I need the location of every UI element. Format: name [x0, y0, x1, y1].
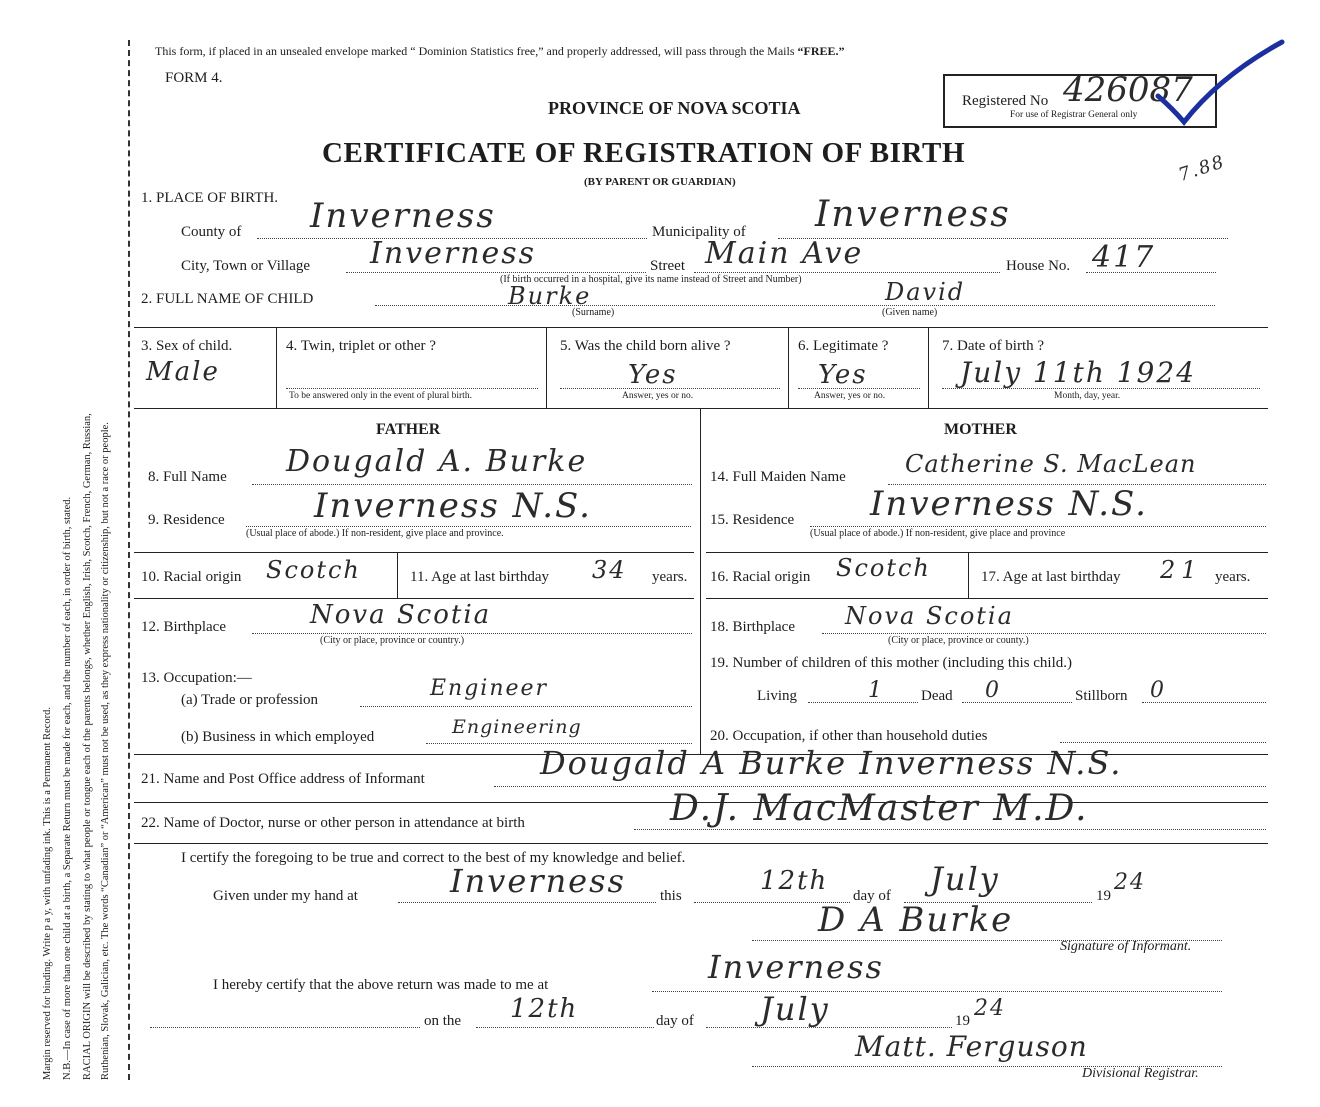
this-label: this — [660, 888, 682, 904]
on-the-label: on the — [424, 1013, 462, 1029]
registered-number: 426087 — [1063, 70, 1193, 110]
date-line — [942, 388, 1260, 389]
dead-line — [962, 702, 1072, 703]
father-birthplace-label: 12. Birthplace — [141, 619, 226, 635]
father-trade-line — [360, 706, 692, 707]
father-heading: FATHER — [376, 421, 441, 438]
sex-value: Male — [146, 357, 220, 387]
city-value: Inverness — [370, 236, 537, 271]
county-value: Inverness — [310, 196, 496, 236]
twin-label: 4. Twin, triplet or other ? — [286, 338, 436, 354]
doctor-value: D.J. MacMaster M.D. — [670, 788, 1089, 829]
registrar-day-of-label: day of — [656, 1013, 694, 1029]
row3-top-rule — [134, 327, 1268, 328]
city-label: City, Town or Village — [181, 258, 311, 274]
house-value: 417 — [1092, 240, 1156, 275]
alive-note: Answer, yes or no. — [622, 391, 694, 401]
given-place-line — [398, 902, 656, 903]
mother-occupation-label: 20. Occupation, if other than household duties — [710, 728, 988, 744]
mother-racial-divider — [968, 553, 969, 598]
father-name-label: 8. Full Name — [148, 469, 227, 485]
informant-signature-caption: Signature of Informant. — [1060, 939, 1192, 954]
mother-residence-note: (Usual place of abode.) If non-resident, give place and province — [810, 528, 1066, 539]
child-given-value: David — [885, 278, 966, 306]
informant-value: Dougald A Burke Inverness N.S. — [540, 744, 1123, 782]
form-number: FORM 4. — [165, 70, 223, 86]
father-age-label: 11. Age at last birthday — [410, 569, 549, 585]
date-label: 7. Date of birth ? — [942, 338, 1045, 354]
father-racial-bottom-rule — [134, 598, 694, 599]
doctor-line — [634, 829, 1266, 830]
registrar-month-value: July — [760, 990, 830, 1028]
registrar-day-line — [476, 1027, 654, 1028]
mother-residence-line — [810, 526, 1266, 527]
row3-bottom-rule — [134, 408, 1268, 409]
legit-value: Yes — [818, 360, 868, 390]
father-birthplace-line — [252, 633, 692, 634]
child-name-label: 2. FULL NAME OF CHILD — [141, 291, 314, 307]
living-line — [808, 702, 918, 703]
mother-racial-bottom-rule — [706, 598, 1268, 599]
registered-label: Registered No — [962, 93, 1049, 109]
street-line — [694, 272, 1000, 273]
alive-line — [560, 388, 780, 389]
mother-children-label: 19. Number of children of this mother (including this child.) — [710, 655, 1073, 671]
date-note: Month, day, year. — [1054, 391, 1121, 401]
mother-age-value: 21 — [1160, 556, 1203, 584]
margin-note-multiple-births: N.B.—In case of more than one child at a birth, a Separate Return must be made for each, and the number of each, in order of birth, stated. — [62, 496, 73, 1080]
parents-divider — [700, 409, 701, 754]
child-surname-value: Burke — [508, 282, 592, 310]
alive-value: Yes — [628, 360, 678, 390]
house-label: House No. — [1006, 258, 1071, 274]
city-line — [346, 272, 646, 273]
father-racial-divider — [397, 553, 398, 598]
father-residence-line — [246, 526, 691, 527]
father-name-line — [252, 484, 692, 485]
informant-line — [494, 786, 1266, 787]
father-name-value: Dougald A. Burke — [286, 444, 588, 479]
father-trade-label: (a) Trade or profession — [181, 692, 319, 708]
mother-racial-value: Scotch — [836, 554, 931, 582]
father-racial-top-rule — [134, 552, 694, 553]
mother-heading: MOTHER — [944, 421, 1017, 438]
check-mark-icon — [1150, 38, 1290, 130]
given-day-value: 12th — [760, 866, 829, 896]
mother-residence-value: Inverness N.S. — [870, 484, 1148, 524]
dead-value: 0 — [985, 678, 1001, 703]
given-year-value: 24 — [1114, 870, 1146, 895]
county-label: County of — [181, 224, 242, 240]
certify-statement: I certify the foregoing to be true and correct to the best of my knowledge and belief. — [181, 850, 686, 866]
registrar-year-value: 24 — [974, 996, 1006, 1021]
registrar-signature: Matt. Ferguson — [855, 1030, 1088, 1063]
margin-note-racial-origin: RACIAL ORIGIN will be described by stating to what people or tongue each of the parents belongs, whether English, Irish, Scotch, French, German, Russian, — [82, 413, 93, 1080]
registrar-statement: I hereby certify that the above return was made to me at — [213, 977, 549, 993]
father-business-value: Engineering — [452, 716, 582, 738]
informant-signature: D A Burke — [818, 900, 1014, 940]
binding-fold-line — [128, 40, 130, 1080]
given-caption: (Given name) — [882, 307, 938, 318]
postal-note: This form, if placed in an unsealed envelope marked “ Dominion Statistics free,” and properly addressed, will pass through the Mails “FREE.” — [155, 44, 845, 58]
province-heading: PROVINCE OF NOVA SCOTIA — [548, 98, 801, 118]
mother-residence-label: 15. Residence — [710, 512, 795, 528]
mother-name-value: Catherine S. MacLean — [905, 450, 1197, 478]
registrar-day-value: 12th — [510, 994, 579, 1024]
registrar-place-line — [652, 991, 1222, 992]
mother-birthplace-value: Nova Scotia — [845, 602, 1014, 630]
given-place-value: Inverness — [450, 862, 626, 900]
mother-birthplace-note: (City or place, province or county.) — [888, 635, 1029, 646]
corner-mark: 7.88 — [1175, 151, 1229, 186]
father-racial-label: 10. Racial origin — [141, 569, 242, 585]
stillborn-label: Stillborn — [1075, 688, 1128, 704]
father-birthplace-value: Nova Scotia — [310, 600, 492, 630]
registrar-note: For use of Registrar General only — [1010, 110, 1138, 120]
mother-name-label: 14. Full Maiden Name — [710, 469, 846, 485]
registrar-signature-caption: Divisional Registrar. — [1082, 1066, 1199, 1081]
sex-label: 3. Sex of child. — [141, 338, 233, 354]
father-occupation-label: 13. Occupation:— — [141, 670, 252, 686]
municipality-value: Inverness — [815, 194, 1011, 235]
registrar-blank-line — [150, 1027, 420, 1028]
page-title: CERTIFICATE OF REGISTRATION OF BIRTH — [322, 137, 966, 169]
twin-line — [286, 388, 538, 389]
twin-note: To be answered only in the event of plural birth. — [289, 391, 472, 401]
mother-age-unit: years. — [1215, 569, 1251, 585]
father-residence-note: (Usual place of abode.) If non-resident, give place and province. — [246, 528, 504, 539]
street-value: Main Ave — [705, 236, 864, 271]
mother-birthplace-line — [822, 633, 1266, 634]
given-label: Given under my hand at — [213, 888, 358, 904]
living-value: 1 — [868, 678, 884, 703]
legit-label: 6. Legitimate ? — [798, 338, 889, 354]
given-year-prefix: 19 — [1096, 888, 1111, 904]
given-month-value: July — [930, 860, 1000, 898]
row3-divider-4 — [928, 328, 929, 408]
father-racial-value: Scotch — [266, 556, 361, 584]
mother-birthplace-label: 18. Birthplace — [710, 619, 795, 635]
doctor-label: 22. Name of Doctor, nurse or other person in attendance at birth — [141, 815, 525, 831]
registrar-place-value: Inverness — [708, 948, 884, 986]
mother-racial-top-rule — [706, 552, 1268, 553]
father-birthplace-note: (City or place, province or country.) — [320, 635, 465, 646]
legit-line — [798, 388, 920, 389]
row3-divider-1 — [276, 328, 277, 408]
mother-racial-label: 16. Racial origin — [710, 569, 811, 585]
margin-note-binding: Margin reserved for binding. Write p a y, with unfading ink. This is a Permanent Record. — [42, 706, 53, 1080]
given-day-of-label: day of — [853, 888, 891, 904]
registrar-year-prefix: 19 — [955, 1013, 970, 1029]
father-age-value: 34 — [592, 556, 627, 584]
living-label: Living — [757, 688, 797, 704]
dead-label: Dead — [921, 688, 953, 704]
legit-note: Answer, yes or no. — [814, 391, 886, 401]
hospital-note: (If birth occurred in a hospital, give its name instead of Street and Number) — [500, 274, 802, 285]
municipality-label: Municipality of — [652, 224, 746, 240]
father-trade-value: Engineer — [430, 676, 549, 701]
surname-caption: (Surname) — [572, 307, 615, 318]
informant-label: 21. Name and Post Office address of Informant — [141, 771, 425, 787]
place-of-birth-label: 1. PLACE OF BIRTH. — [141, 190, 279, 206]
mother-occupation-line — [1060, 742, 1266, 743]
father-residence-value: Inverness N.S. — [314, 486, 592, 526]
stillborn-value: 0 — [1150, 678, 1166, 703]
row3-divider-2 — [546, 328, 547, 408]
margin-note-racial-origin-cont: Ruthenian, Slovak, Galician, etc. The words “Canadian” or “American” must not be used, as they express nationality or citizenship, but not a race or people. — [100, 422, 111, 1080]
street-label: Street — [650, 258, 685, 274]
certify-top-rule — [134, 843, 1268, 844]
mother-age-label: 17. Age at last birthday — [981, 569, 1121, 585]
row3-divider-3 — [788, 328, 789, 408]
alive-label: 5. Was the child born alive ? — [560, 338, 731, 354]
father-residence-label: 9. Residence — [148, 512, 225, 528]
father-business-label: (b) Business in which employed — [181, 729, 375, 745]
date-value: July 11th 1924 — [960, 356, 1197, 389]
father-age-unit: years. — [652, 569, 688, 585]
child-name-line — [375, 305, 1215, 306]
page-subtitle: (BY PARENT OR GUARDIAN) — [584, 176, 736, 188]
